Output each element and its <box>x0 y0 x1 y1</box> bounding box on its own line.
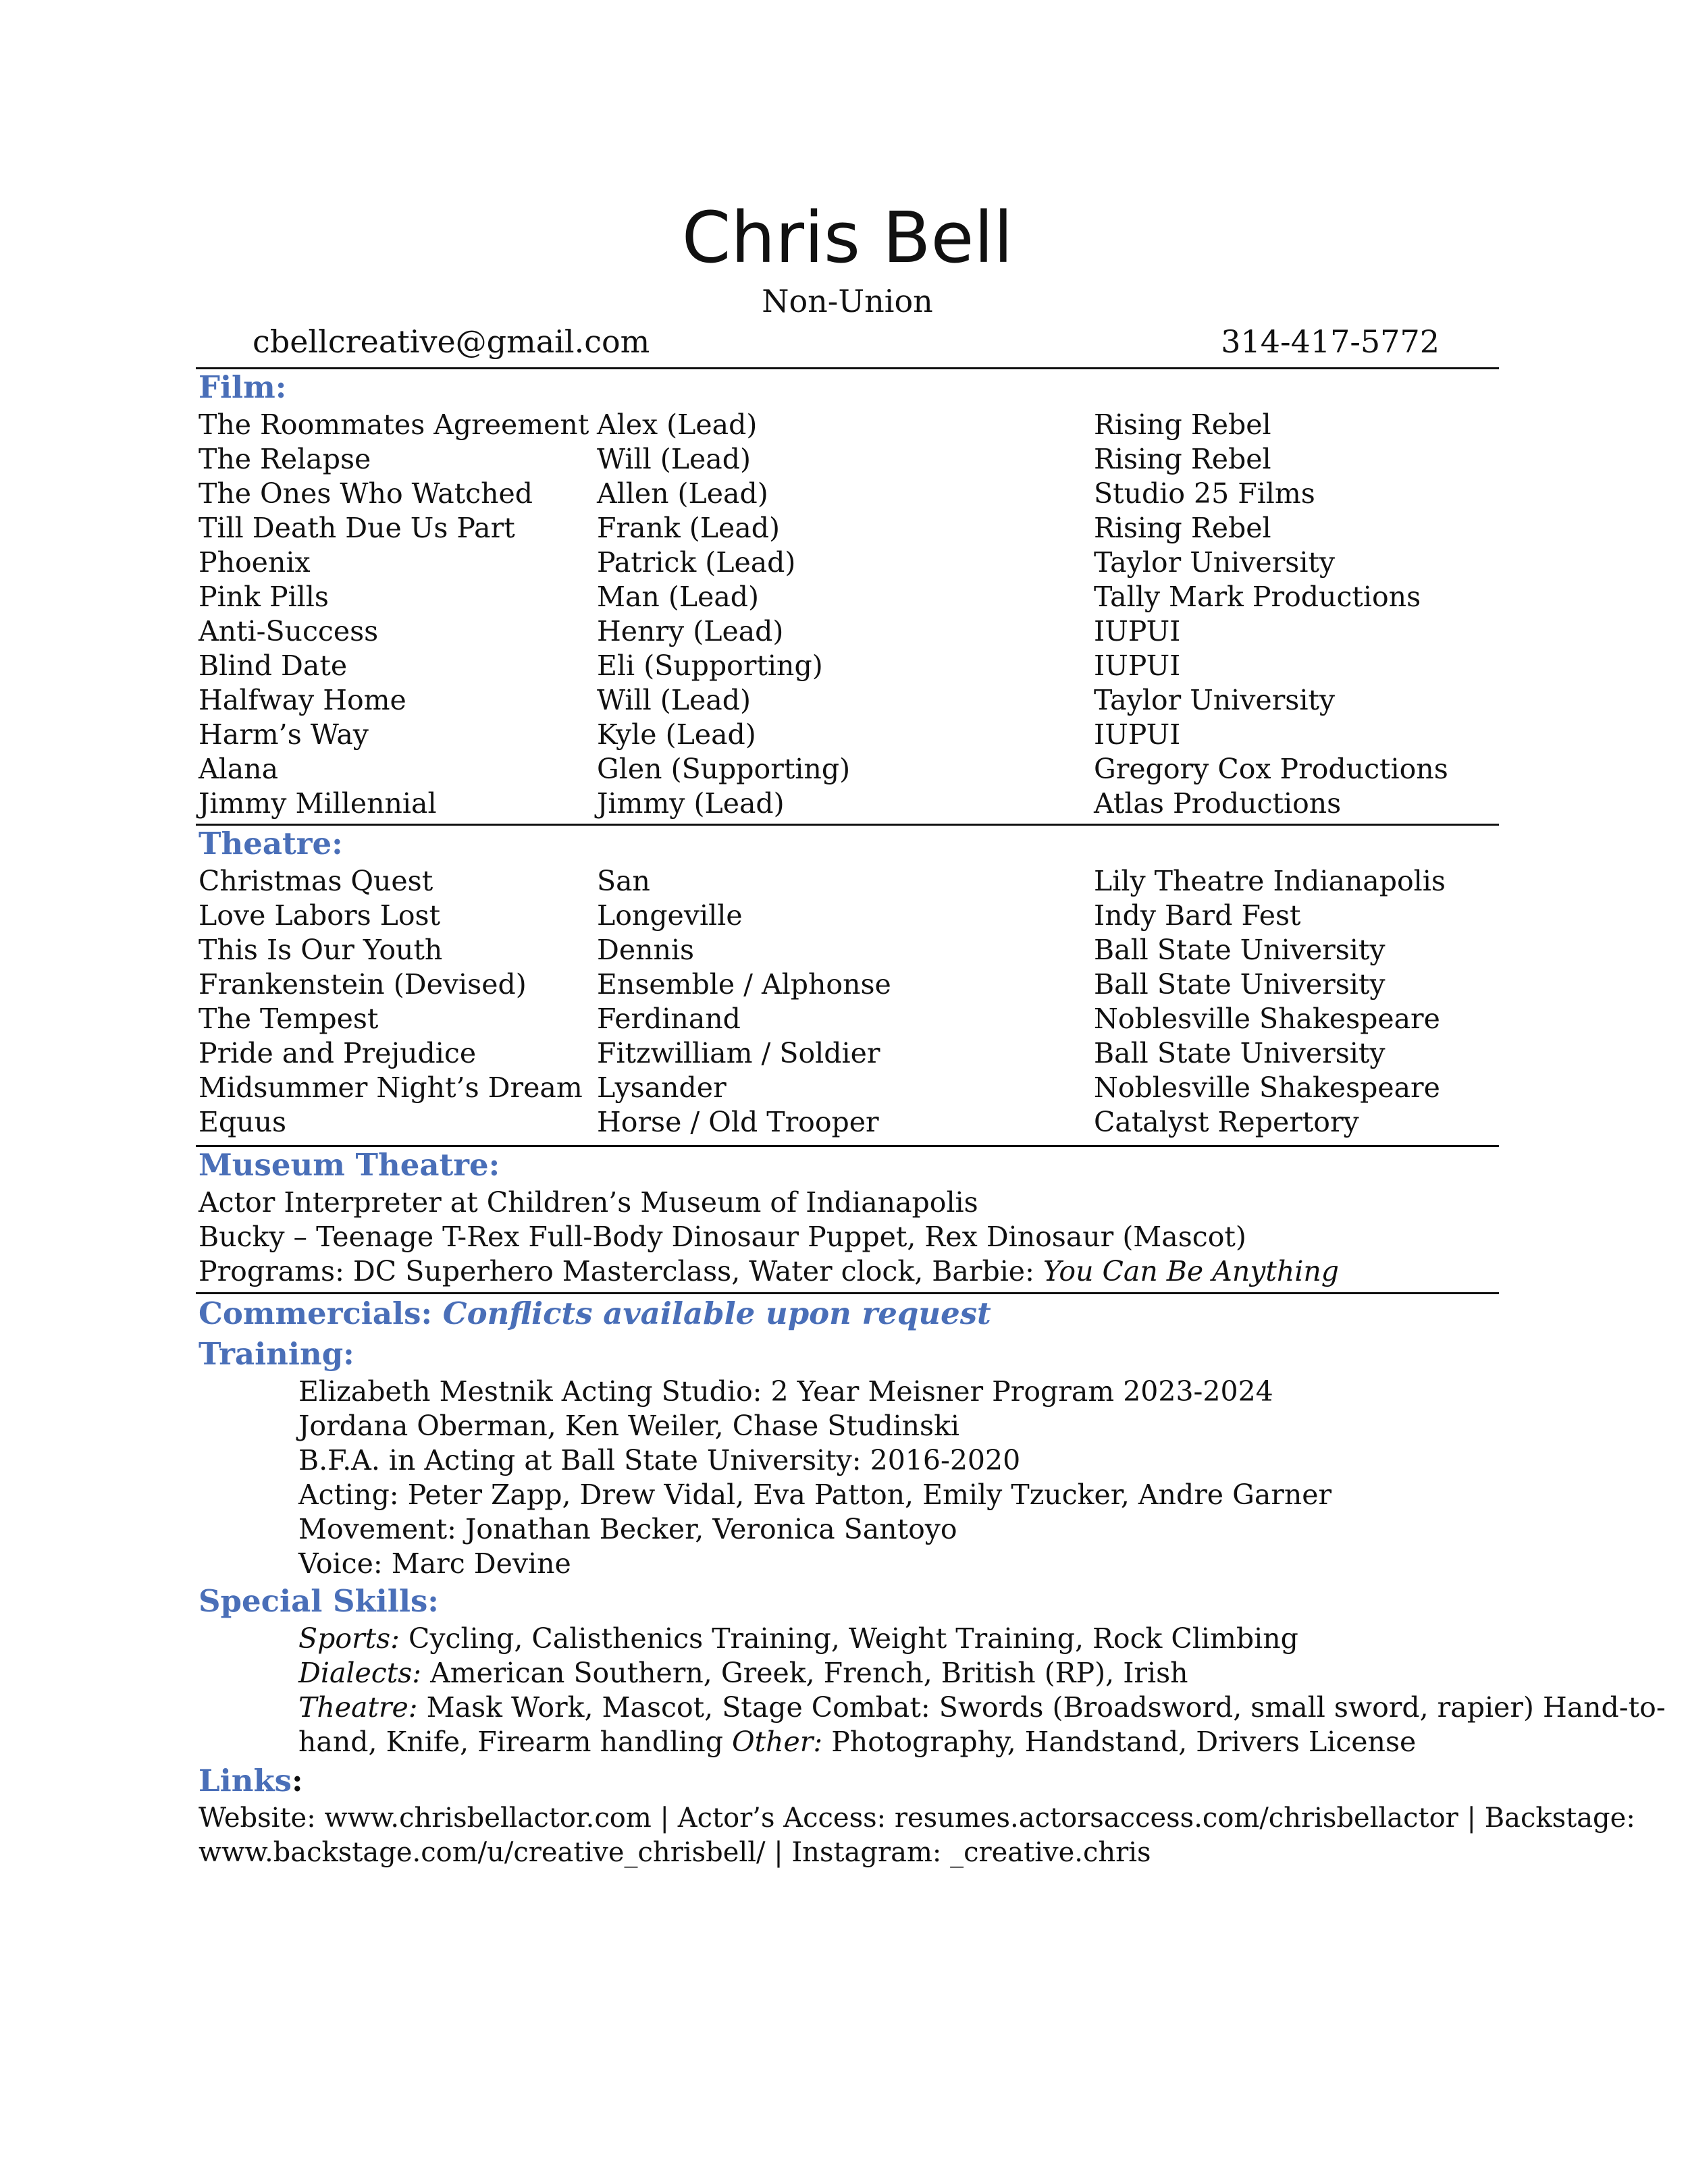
credit-role: Ferdinand <box>597 1003 741 1035</box>
credit-title: The Ones Who Watched <box>199 477 533 510</box>
skills-dialects-line <box>298 1656 1188 1690</box>
credit-row <box>199 511 1495 545</box>
commercials-label: Commercials: <box>199 1296 433 1331</box>
credit-title: The Tempest <box>199 1003 379 1035</box>
credit-title: This Is Our Youth <box>199 934 443 966</box>
museum-line: Bucky – Teenage T-Rex Full-Body Dinosaur Puppet, Rex Dinosaur (Mascot) <box>199 1221 1246 1253</box>
divider <box>196 367 1499 369</box>
credit-company: Lily Theatre Indianapolis <box>1094 865 1446 897</box>
credit-company: Studio 25 Films <box>1094 477 1315 510</box>
credit-row <box>199 1036 1495 1071</box>
training-line: Jordana Oberman, Ken Weiler, Chase Studinski <box>298 1410 960 1442</box>
training-line: Acting: Peter Zapp, Drew Vidal, Eva Patton, Emily Tzucker, Andre Garner <box>298 1479 1332 1511</box>
training-line: Elizabeth Mestnik Acting Studio: 2 Year Meisner Program 2023-2024 <box>298 1375 1273 1408</box>
credit-company: IUPUI <box>1094 615 1181 647</box>
credit-role: Patrick (Lead) <box>597 546 796 579</box>
credit-company: IUPUI <box>1094 718 1181 751</box>
credit-role: Henry (Lead) <box>597 615 784 647</box>
credit-row <box>199 477 1495 511</box>
credit-row <box>199 933 1495 967</box>
sports-text: Cycling, Calisthenics Training, Weight Training, Rock Climbing <box>399 1622 1298 1655</box>
commercials-heading <box>199 1295 991 1333</box>
credit-role: Jimmy (Lead) <box>597 787 785 820</box>
credit-company: Atlas Productions <box>1094 787 1342 820</box>
commercials-note: Conflicts available upon request <box>442 1296 991 1331</box>
credit-title: Midsummer Night’s Dream <box>199 1071 583 1104</box>
credit-role: Will (Lead) <box>597 443 751 475</box>
credit-role: Man (Lead) <box>597 581 760 613</box>
museum-theatre-heading: Museum Theatre: <box>199 1147 500 1183</box>
credit-company: Gregory Cox Productions <box>1094 753 1448 785</box>
training-line: Voice: Marc Devine <box>298 1547 571 1580</box>
credit-row <box>199 580 1495 614</box>
training-line: B.F.A. in Acting at Ball State University: 2016-2020 <box>298 1444 1021 1476</box>
credit-title: Love Labors Lost <box>199 899 441 932</box>
actor-name: Chris Bell <box>681 196 1013 279</box>
credit-company: Indy Bard Fest <box>1094 899 1301 932</box>
dialects-label: Dialects: <box>298 1657 422 1689</box>
links-heading <box>199 1762 303 1800</box>
credit-company: Taylor University <box>1094 684 1336 716</box>
programs-italic-text: You Can Be Anything <box>1043 1255 1340 1287</box>
credit-title: Alana <box>199 753 279 785</box>
training-heading: Training: <box>199 1336 354 1372</box>
credit-row <box>199 1105 1495 1140</box>
credit-role: Ensemble / Alphonse <box>597 968 891 1001</box>
programs-text: Programs: DC Superhero Masterclass, Water clock, Barbie: <box>199 1255 1043 1287</box>
credit-title: Harm’s Way <box>199 718 369 751</box>
museum-programs-line <box>199 1254 1339 1289</box>
credit-company: Ball State University <box>1094 1037 1386 1069</box>
credit-role: Eli (Supporting) <box>597 649 823 682</box>
credit-row <box>199 442 1495 477</box>
skills-theatre-line <box>298 1690 1666 1725</box>
credit-role: Frank (Lead) <box>597 512 780 544</box>
sports-label: Sports: <box>298 1622 400 1655</box>
credit-company: Ball State University <box>1094 934 1386 966</box>
credit-title: Jimmy Millennial <box>199 787 437 820</box>
credit-role: Dennis <box>597 934 695 966</box>
theatre-skills-continued: hand, Knife, Firearm handling <box>298 1726 733 1758</box>
other-skills-text: Photography, Handstand, Drivers License <box>822 1726 1417 1758</box>
credit-company: Rising Rebel <box>1094 408 1271 441</box>
credit-title: The Relapse <box>199 443 371 475</box>
theatre-credits-list <box>199 864 1495 1140</box>
credit-role: Will (Lead) <box>597 684 751 716</box>
credit-company: Noblesville Shakespeare <box>1094 1003 1440 1035</box>
credit-title: Pride and Prejudice <box>199 1037 477 1069</box>
film-heading: Film: <box>199 369 287 405</box>
credit-company: Taylor University <box>1094 546 1336 579</box>
theatre-heading: Theatre: <box>199 826 343 861</box>
credit-title: Halfway Home <box>199 684 406 716</box>
credit-row <box>199 967 1495 1002</box>
theatre-skills-label: Theatre: <box>298 1691 418 1724</box>
credit-company: Noblesville Shakespeare <box>1094 1071 1440 1104</box>
skills-other-line <box>298 1725 1416 1759</box>
credit-role: Horse / Old Trooper <box>597 1106 879 1138</box>
credit-company: Rising Rebel <box>1094 512 1271 544</box>
credit-company: Rising Rebel <box>1094 443 1271 475</box>
credit-row <box>199 787 1495 821</box>
other-skills-label: Other: <box>732 1726 823 1758</box>
credit-role: Alex (Lead) <box>597 408 758 441</box>
union-status: Non-Union <box>762 283 933 319</box>
credit-row <box>199 752 1495 787</box>
credit-row <box>199 899 1495 933</box>
links-label: Links <box>199 1763 292 1799</box>
theatre-skills-text: Mask Work, Mascot, Stage Combat: Swords (Broadsword, small sword, rapier) Hand-to- <box>417 1691 1666 1724</box>
links-colon: : <box>291 1763 303 1799</box>
credit-row <box>199 649 1495 683</box>
credit-row <box>199 1071 1495 1105</box>
credit-row <box>199 408 1495 442</box>
dialects-text: American Southern, Greek, French, British (RP), Irish <box>421 1657 1188 1689</box>
film-credits-list <box>199 408 1495 821</box>
credit-role: Lysander <box>597 1071 727 1104</box>
special-skills-heading: Special Skills: <box>199 1583 439 1619</box>
skills-sports-line <box>298 1622 1298 1656</box>
credit-company: Tally Mark Productions <box>1094 581 1421 613</box>
credit-row <box>199 545 1495 580</box>
credit-company: Catalyst Repertory <box>1094 1106 1359 1138</box>
credit-title: Blind Date <box>199 649 348 682</box>
credit-role: Fitzwilliam / Soldier <box>597 1037 880 1069</box>
links-line[interactable]: Website: www.chrisbellactor.com | Actor’s Access: resumes.actorsaccess.com/chrisbellactor | Backstage: <box>199 1803 1635 1834</box>
credit-title: Frankenstein (Devised) <box>199 968 527 1001</box>
credit-title: Till Death Due Us Part <box>199 512 515 544</box>
credit-row <box>199 718 1495 752</box>
credit-row <box>199 864 1495 899</box>
credit-role: San <box>597 865 650 897</box>
credit-role: Kyle (Lead) <box>597 718 756 751</box>
credit-row <box>199 683 1495 718</box>
credit-company: IUPUI <box>1094 649 1181 682</box>
credit-role: Glen (Supporting) <box>597 753 851 785</box>
credit-row <box>199 614 1495 649</box>
links-line[interactable]: www.backstage.com/u/creative_chrisbell/ | Instagram: _creative.chris <box>199 1837 1151 1868</box>
credit-title: Phoenix <box>199 546 311 579</box>
museum-line: Actor Interpreter at Children’s Museum of Indianapolis <box>199 1186 978 1219</box>
divider <box>196 824 1499 826</box>
credit-title: Christmas Quest <box>199 865 433 897</box>
credit-title: Pink Pills <box>199 581 329 613</box>
credit-role: Longeville <box>597 899 743 932</box>
training-line: Movement: Jonathan Becker, Veronica Santoyo <box>298 1513 957 1545</box>
credit-row <box>199 1002 1495 1036</box>
email-address[interactable]: cbellcreative@gmail.com <box>253 323 650 360</box>
divider <box>196 1292 1499 1294</box>
credit-title: Equus <box>199 1106 287 1138</box>
credit-title: Anti-Success <box>199 615 379 647</box>
credit-title: The Roommates Agreement <box>199 408 589 441</box>
credit-role: Allen (Lead) <box>597 477 768 510</box>
credit-company: Ball State University <box>1094 968 1386 1001</box>
phone-number[interactable]: 314-417-5772 <box>1221 323 1440 360</box>
